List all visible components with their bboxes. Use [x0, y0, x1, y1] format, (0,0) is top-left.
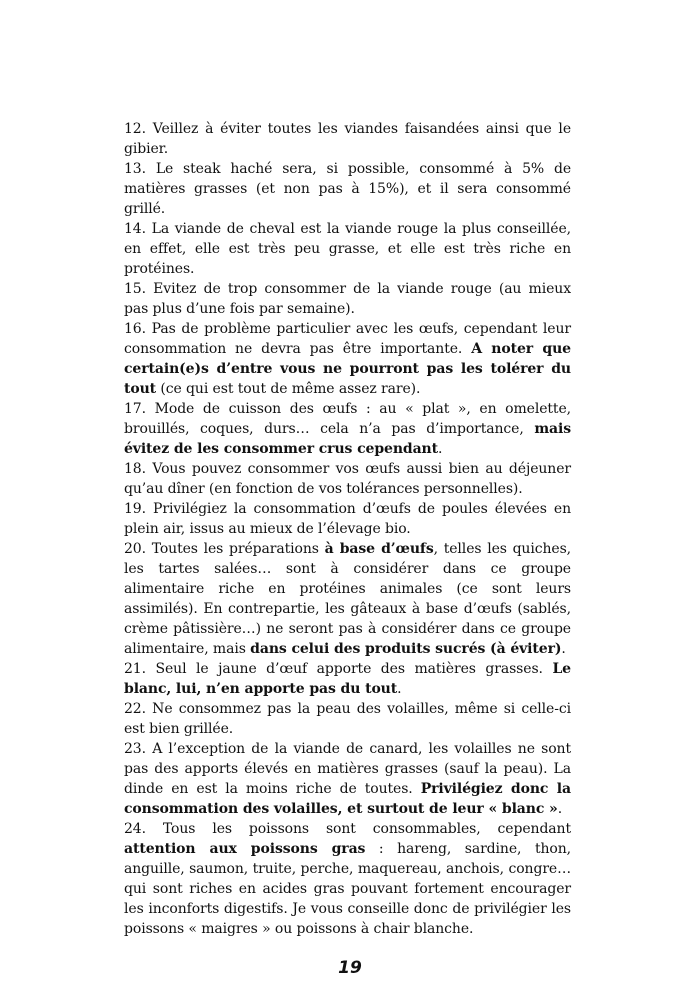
paragraph	[124, 499, 571, 539]
text-run: .	[397, 681, 402, 697]
page-body	[124, 119, 571, 939]
paragraph	[124, 539, 571, 659]
text-run: 18. Vous pouvez consommer vos œufs aussi bien au déjeuner qu’au dîner (en fonction de vos tolérances personnelles).	[124, 461, 571, 497]
paragraph	[124, 699, 571, 739]
text-run: .	[557, 801, 563, 817]
text-run: 13. Le steak haché sera, si possible, consommé à 5% de matières grasses (et non pas à 15%), et il sera consommé grillé.	[124, 161, 571, 217]
bold-text: attention aux poissons gras	[124, 841, 366, 857]
text-run: 21. Seul le jaune d’œuf apporte des matières grasses.	[124, 661, 553, 677]
paragraph	[124, 279, 571, 319]
paragraph	[124, 819, 571, 939]
text-run: (ce qui est tout de même assez rare).	[156, 381, 421, 397]
text-run: 20. Toutes les préparations	[124, 541, 325, 557]
text-run: 12. Veillez à éviter toutes les viandes faisandées ainsi que le gibier.	[124, 121, 571, 157]
paragraph	[124, 219, 571, 279]
text-run: 15. Evitez de trop consommer de la viande rouge (au mieux pas plus d’une fois par semaine).	[124, 281, 571, 317]
text-run: 22. Ne consommez pas la peau des volailles, même si celle-ci est bien grillée.	[124, 701, 571, 737]
text-run: 16. Pas de problème particulier avec les œufs, cependant leur consommation ne devra pas être importante.	[124, 321, 571, 357]
text-run: , telles les quiches, les tartes salées… sont à considérer dans ce groupe alimentaire riche en protéines animales (ce sont leurs assimilés). En contrepartie, les gâteaux à base d’œufs (sablés, crème pâtissière…) ne seront pas à considérer dans ce groupe alimentaire, mais	[124, 541, 572, 657]
bold-text: dans celui des produits sucrés (à éviter)	[250, 641, 562, 657]
text-run: 24. Tous les poissons sont consommables, cependant	[124, 821, 571, 837]
bold-text: Le blanc, lui, n’en apporte pas du tout	[124, 661, 571, 697]
text-run: 14. La viande de cheval est la viande rouge la plus conseillée, en effet, elle est très peu grasse, et elle est très riche en protéines.	[124, 221, 571, 277]
paragraph	[124, 399, 571, 459]
bold-text: A noter que certain(e)s d’entre vous ne pourront pas les tolérer du tout	[124, 341, 571, 397]
page-number: 19	[338, 958, 362, 978]
bold-text: mais évitez de les consommer crus cependant	[124, 421, 571, 457]
paragraph	[124, 459, 571, 499]
text-run: .	[438, 441, 443, 457]
text-run: 19. Privilégiez la consommation d’œufs de poules élevées en plein air, issus au mieux de l’élevage bio.	[124, 501, 571, 537]
text-run: 23. A l’exception de la viande de canard, les volailles ne sont pas des apports élevés en matières grasses (sauf la peau). La dinde en est la moins riche de toutes.	[124, 741, 571, 797]
text-run: .	[561, 641, 566, 657]
paragraph	[124, 119, 571, 159]
paragraph	[124, 159, 571, 219]
text-run: 17. Mode de cuisson des œufs : au « plat », en omelette, brouillés, coques, durs… cela n’a pas d’importance,	[124, 401, 571, 437]
text-run: : hareng, sardine, thon, anguille, saumon, truite, perche, maquereau, anchois, congre… qui sont riches en acides gras pouvant fortement encourager les inconforts digestifs. Je vous conseille donc de privilégier les poissons « maigres » ou poissons à chair blanche.	[124, 841, 571, 937]
paragraph	[124, 739, 571, 819]
bold-text: Privilégiez donc la consommation des volailles, et surtout de leur « blanc »	[124, 781, 571, 817]
paragraph	[124, 659, 571, 699]
paragraph	[124, 319, 571, 399]
bold-text: à base d’œufs	[324, 541, 434, 557]
